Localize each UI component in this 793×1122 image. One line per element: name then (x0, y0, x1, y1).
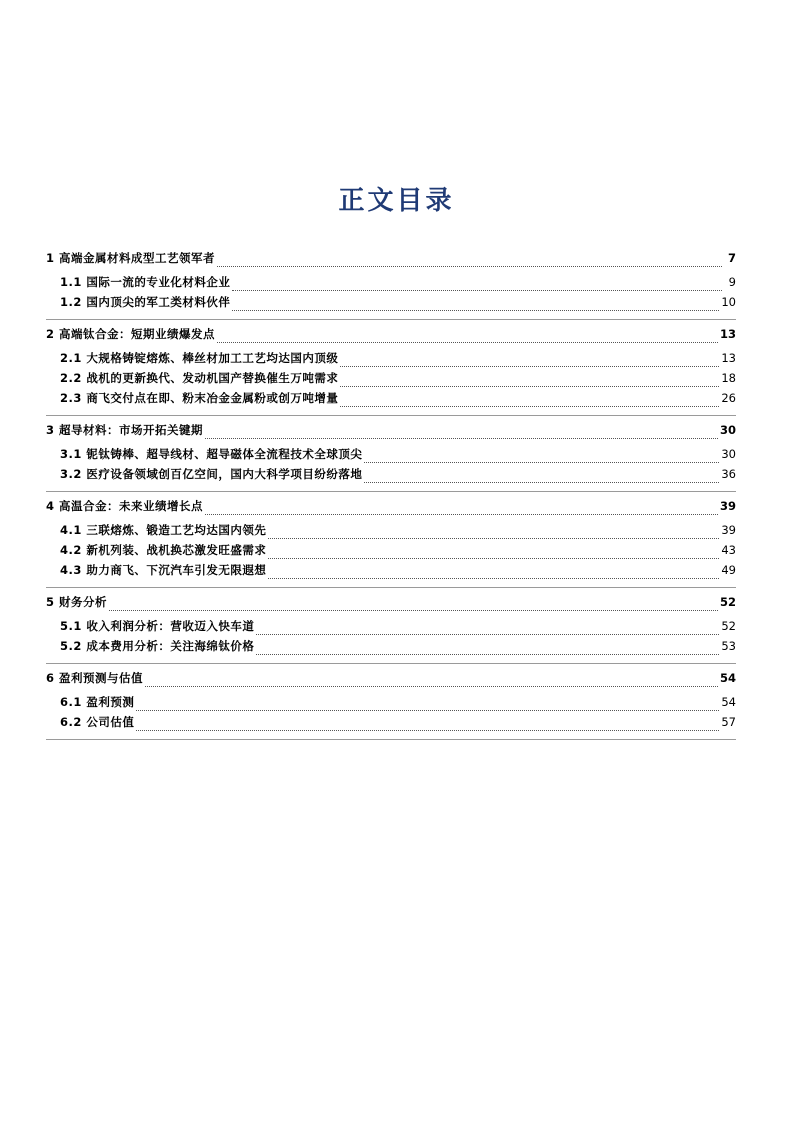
toc-subsection-entry[interactable] (46, 522, 736, 542)
toc-subsection-entry[interactable] (46, 294, 736, 314)
toc-subsection-entry[interactable] (46, 350, 736, 370)
toc-subsection-entry[interactable] (46, 466, 736, 486)
dot-leader (217, 341, 718, 343)
toc-entry-label: 6 盈利预测与估值 (46, 671, 144, 685)
toc-entry-label: 2 高端钛合金：短期业绩爆发点 (46, 327, 216, 341)
toc-section-group (46, 670, 736, 740)
toc-entry-label: 5 财务分析 (46, 595, 108, 609)
dot-leader (232, 309, 719, 311)
toc-entry-label: 4 高温合金：未来业绩增长点 (46, 499, 204, 513)
toc-page-number: 43 (721, 543, 736, 557)
dot-leader (340, 405, 719, 407)
toc-entry-label: 1.1 国际一流的专业化材料企业 (60, 275, 231, 289)
dot-leader (268, 537, 719, 539)
toc-subsection-entry[interactable] (46, 562, 736, 582)
toc-section-entry[interactable] (46, 422, 736, 442)
toc-page-number: 13 (721, 351, 736, 365)
dot-leader (109, 609, 718, 611)
toc-entry-label: 2.1 大规格铸锭熔炼、棒丝材加工工艺均达国内顶级 (60, 351, 339, 365)
toc-subsection-entry[interactable] (46, 446, 736, 466)
toc-page-number: 7 (727, 251, 736, 265)
toc-entry-label: 3.1 铌钛铸棒、超导线材、超导磁体全流程技术全球顶尖 (60, 447, 363, 461)
toc-page-number: 10 (721, 295, 736, 309)
toc-section-entry[interactable] (46, 594, 736, 614)
dot-leader (340, 385, 719, 387)
toc-subsection-entry[interactable] (46, 542, 736, 562)
toc-page-number: 54 (719, 671, 736, 685)
toc-page-number: 30 (721, 447, 736, 461)
toc-page-number: 30 (719, 423, 736, 437)
dot-leader (136, 729, 719, 731)
toc-entry-label: 6.2 公司估值 (60, 715, 135, 729)
toc-page-number: 39 (719, 499, 736, 513)
toc-page-number: 53 (721, 639, 736, 653)
toc-entry-label: 4.3 助力商飞、下沉汽车引发无限遐想 (60, 563, 267, 577)
toc-subsection-entry[interactable] (46, 618, 736, 638)
toc-entry-label: 2.2 战机的更新换代、发动机国产替换催生万吨需求 (60, 371, 339, 385)
page-title: 正文目录 (338, 186, 455, 216)
dot-leader (268, 557, 719, 559)
toc-subsection-entry[interactable] (46, 370, 736, 390)
toc-subsection-entry[interactable] (46, 274, 736, 294)
toc-subsection-entry[interactable] (46, 638, 736, 658)
toc-section-entry[interactable] (46, 670, 736, 690)
dot-leader (217, 265, 722, 267)
toc-page-number: 26 (721, 391, 736, 405)
toc-section-group (46, 498, 736, 588)
toc-section-group (46, 594, 736, 664)
toc-entry-label: 1.2 国内顶尖的军工类材料伙伴 (60, 295, 231, 309)
dot-leader (205, 437, 718, 439)
toc-section-entry[interactable] (46, 498, 736, 518)
dot-leader (232, 289, 722, 291)
dot-leader (256, 653, 719, 655)
toc-subsection-entry[interactable] (46, 694, 736, 714)
dot-leader (256, 633, 719, 635)
toc-subsection-entry[interactable] (46, 390, 736, 410)
toc-page-number: 13 (719, 327, 736, 341)
toc-entry-label: 2.3 商飞交付点在即、粉末冶金金属粉或创万吨增量 (60, 391, 339, 405)
toc-entry-label: 3 超导材料：市场开拓关键期 (46, 423, 204, 437)
dot-leader (205, 513, 718, 515)
dot-leader (340, 365, 719, 367)
toc-page-number: 52 (721, 619, 736, 633)
toc-entry-label: 3.2 医疗设备领域创百亿空间，国内大科学项目纷纷落地 (60, 467, 363, 481)
toc-section-group (46, 326, 736, 416)
toc-page-number: 36 (721, 467, 736, 481)
toc-page-number: 18 (721, 371, 736, 385)
dot-leader (364, 461, 719, 463)
toc-entry-label: 4.1 三联熔炼、锻造工艺均达国内领先 (60, 523, 267, 537)
toc-page-number: 9 (728, 275, 736, 289)
toc-subsection-entry[interactable] (46, 714, 736, 734)
dot-leader (268, 577, 719, 579)
toc-page-number: 39 (721, 523, 736, 537)
dot-leader (145, 685, 718, 687)
toc-section-entry[interactable] (46, 326, 736, 346)
toc-page-number: 49 (721, 563, 736, 577)
toc-page-number: 54 (721, 695, 736, 709)
toc-section-group (46, 250, 736, 320)
toc-entry-label: 1 高端金属材料成型工艺领军者 (46, 251, 216, 265)
table-of-contents (46, 250, 736, 746)
toc-entry-label: 4.2 新机列装、战机换芯激发旺盛需求 (60, 543, 267, 557)
toc-entry-label: 6.1 盈利预测 (60, 695, 135, 709)
toc-entry-label: 5.2 成本费用分析：关注海绵钛价格 (60, 639, 255, 653)
toc-page-number: 52 (719, 595, 736, 609)
toc-entry-label: 5.1 收入利润分析：营收迈入快车道 (60, 619, 255, 633)
toc-section-entry[interactable] (46, 250, 736, 270)
toc-section-group (46, 422, 736, 492)
toc-page-number: 57 (721, 715, 736, 729)
dot-leader (136, 709, 719, 711)
dot-leader (364, 481, 719, 483)
